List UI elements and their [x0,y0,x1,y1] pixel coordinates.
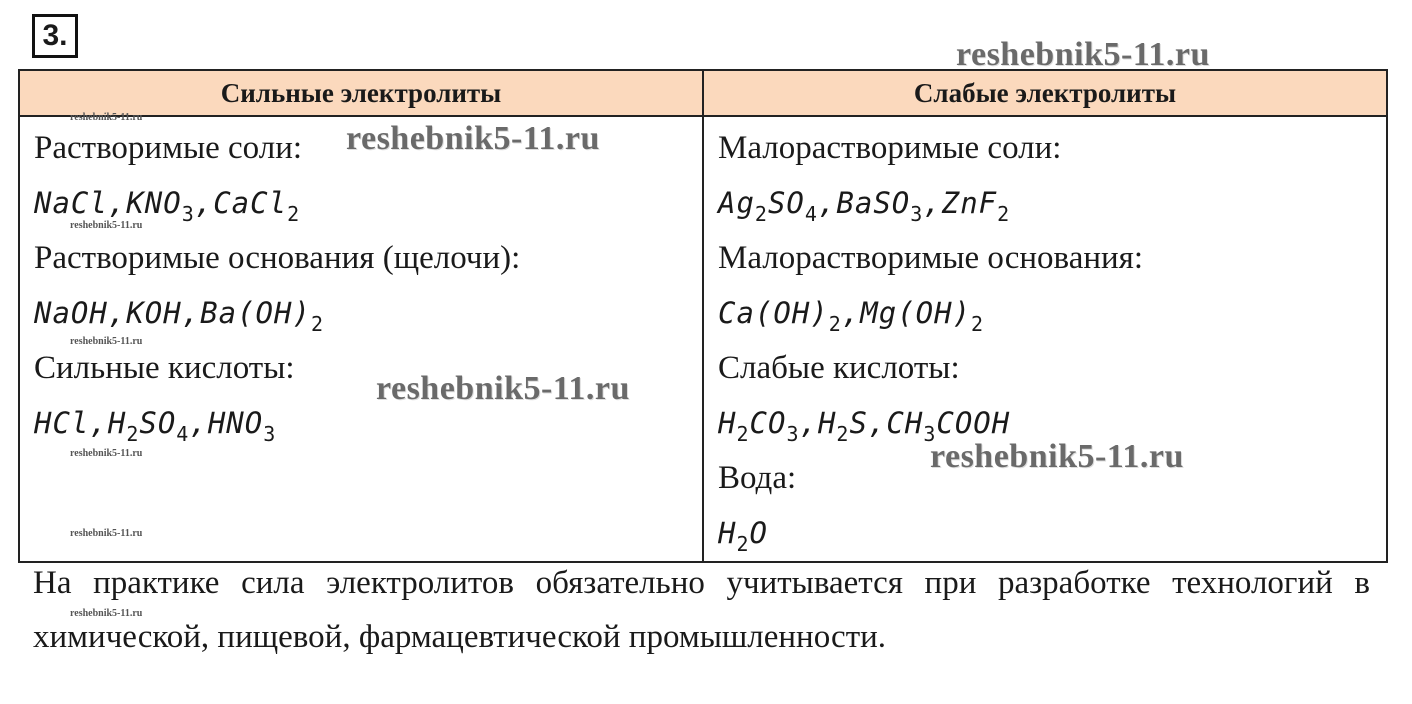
chemical-formula: KOH [126,296,182,330]
table-header-row [19,70,1387,116]
weak-formula-list: $H_2CO_3,H_2S,CH_3COOH$ [718,406,1011,446]
header-weak: Слабые электролиты [703,70,1387,116]
weak-group-label: Слабые кислоты: [718,350,960,386]
weak-group-label: Малорастворимые соли: [718,130,1062,166]
watermark-small: reshebnik5-11.ru [70,112,143,123]
strong-formula-list: $NaOH,KOH,Ba(OH)_2$ [34,296,324,336]
chemical-formula: $H_2S$ [817,406,868,446]
strong-group-label: Растворимые соли: [34,130,303,166]
watermark-small: reshebnik5-11.ru [70,448,143,459]
strong-formula-list: $HCl,H_2SO_4,HNO_3$ [34,406,277,446]
chemical-formula: ZnF$_2$ [941,186,1011,226]
chemical-formula: $Ag_2SO_4$ [718,186,818,226]
chemical-formula: $KNO_3$ [126,186,195,226]
weak-formula-list: $Ag_2SO_4,BaSO_3,ZnF_2$ [718,186,1011,226]
watermark-small: reshebnik5-11.ru [70,220,143,231]
chemical-formula: $HNO_3$ [207,406,277,446]
watermark-small: reshebnik5-11.ru [70,528,143,539]
weak-group-label: Вода: [718,460,797,496]
weak-formula-list: $Ca(OH)_2,Mg(OH)_2$ [718,296,985,336]
watermark: reshebnik5-11.ru [376,370,630,407]
chemical-formula: $Ca(OH)_2$ [718,296,842,336]
watermark-small: reshebnik5-11.ru [70,336,143,347]
watermark-small: reshebnik5-11.ru [70,608,143,619]
task-number: 3. [32,14,78,58]
chemical-formula: $CH_3COOH$ [886,406,1011,446]
chemical-formula: HCl [34,406,90,440]
strong-formula-list: $NaCl,KNO_3,CaCl_2$ [34,186,301,226]
chemical-formula: CaCl$_2$ [213,186,301,226]
chemical-formula: BaSO$_3$ [836,186,924,226]
watermark: reshebnik5-11.ru [930,438,1184,475]
chemical-formula: $H_2SO_4$ [107,406,190,446]
weak-group-label: Малорастворимые основания: [718,240,1144,276]
weak-column [703,116,1387,562]
weak-formula-list [718,505,1372,561]
table-body-row [19,116,1387,562]
watermark: reshebnik5-11.ru [956,36,1210,73]
conclusion-paragraph: На практике сила электролитов обязательно учитывается при разработке технологий в химической, пищевой, фармацевтической промышленности. [33,565,1370,655]
electrolytes-table [18,69,1388,563]
strong-group-label: Сильные кислоты: [34,350,295,386]
chemical-formula: NaCl [34,186,108,220]
chemical-formula: $Mg(OH)_2$ [860,296,985,336]
chemical-formula: $H_2CO_3$ [718,406,800,446]
watermark: reshebnik5-11.ru [346,120,600,157]
header-strong: Сильные электролиты [19,70,703,116]
strong-group-label: Растворимые основания (щелочи): [34,240,521,276]
chemical-formula: $H_2O$ [718,516,768,556]
chemical-formula: $Ba(OH)_2$ [200,296,324,336]
chemical-formula: NaOH [34,296,108,330]
